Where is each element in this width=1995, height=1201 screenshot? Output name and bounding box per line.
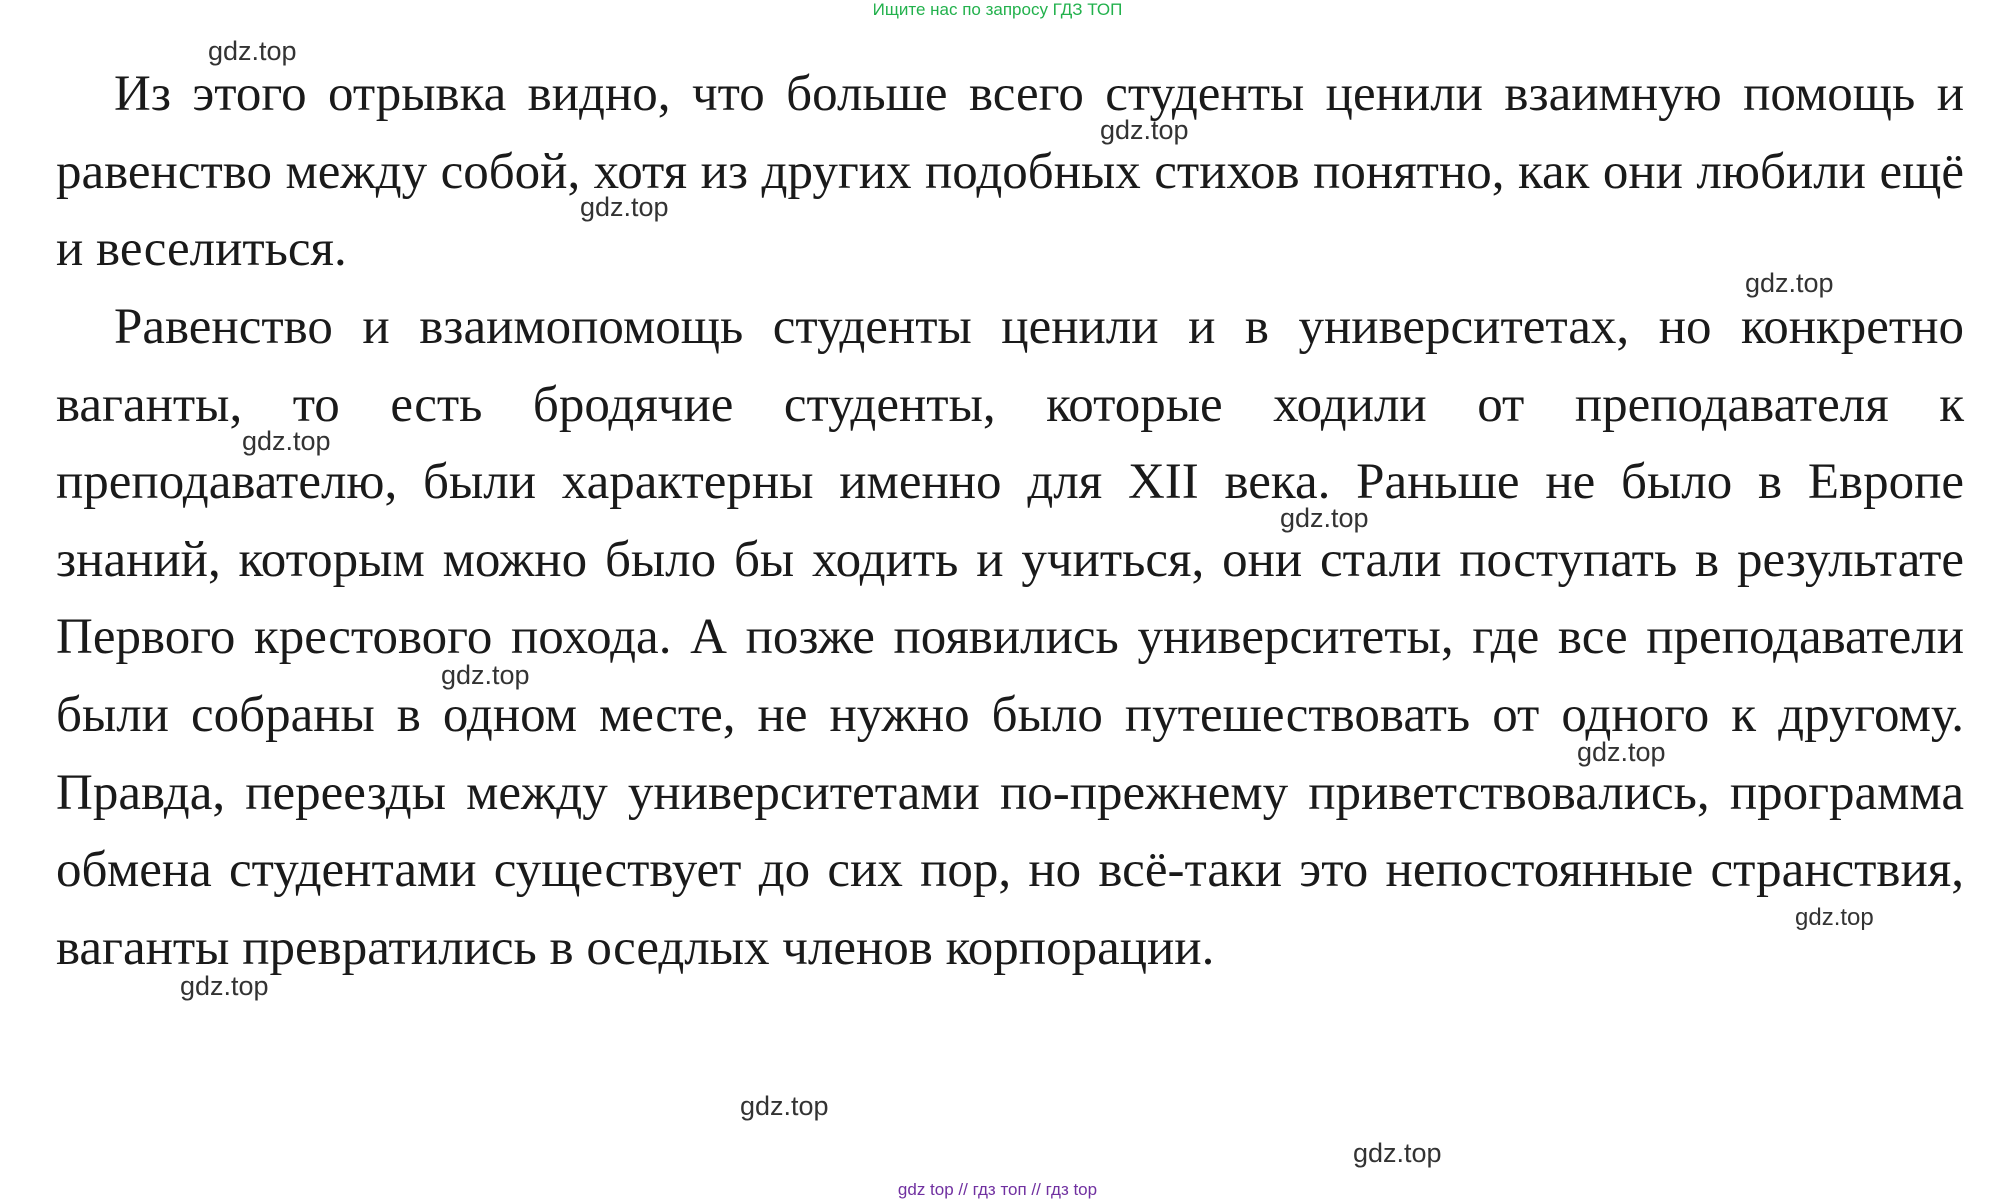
paragraph-2: Равенство и взаимопомощь студенты ценили и в университетах, но конкретно ваганты, то есть бродячие студенты, которые ходили от преподавателя к преподавателю, были характерны именно для XII века. Раньше не было в Европе знаний, которым можно было бы ходить и учиться, они стали поступать в результате Первого крестового похода. А позже появились университеты, где все преподаватели были собраны в одном месте, не нужно было путешествовать от одного к другому. Правда, переезды между университетами по-прежнему приветствовались, программа обмена студентами существует до сих пор, но всё-таки это непостоянные странствия, ваганты превратились в оседлых членов корпорации. (56, 299, 1964, 976)
watermark: gdz.top (1100, 115, 1189, 145)
watermark: gdz.top (740, 1091, 829, 1121)
top-banner[interactable]: Ищите нас по запросу ГДЗ ТОП (872, 0, 1123, 19)
watermark: gdz.top (1795, 904, 1874, 931)
watermark: gdz.top (1280, 503, 1369, 533)
watermark: gdz.top (208, 36, 297, 66)
watermark: gdz.top (1577, 737, 1666, 767)
watermark: gdz.top (580, 192, 669, 222)
watermark: gdz.top (1745, 268, 1834, 298)
watermark: gdz.top (180, 971, 269, 1001)
paragraph-1: Из этого отрывка видно, что больше всего студенты ценили взаимную помощь и равенство между собой, хотя из других подобных стихов понятно, как они любили ещё и веселиться. (56, 66, 1964, 278)
watermark: gdz.top (242, 426, 331, 456)
watermark: gdz.top (1353, 1138, 1442, 1168)
watermark: gdz.top (441, 660, 530, 690)
footer-links[interactable]: gdz top // гдз топ // гдз top (897, 1180, 1098, 1199)
